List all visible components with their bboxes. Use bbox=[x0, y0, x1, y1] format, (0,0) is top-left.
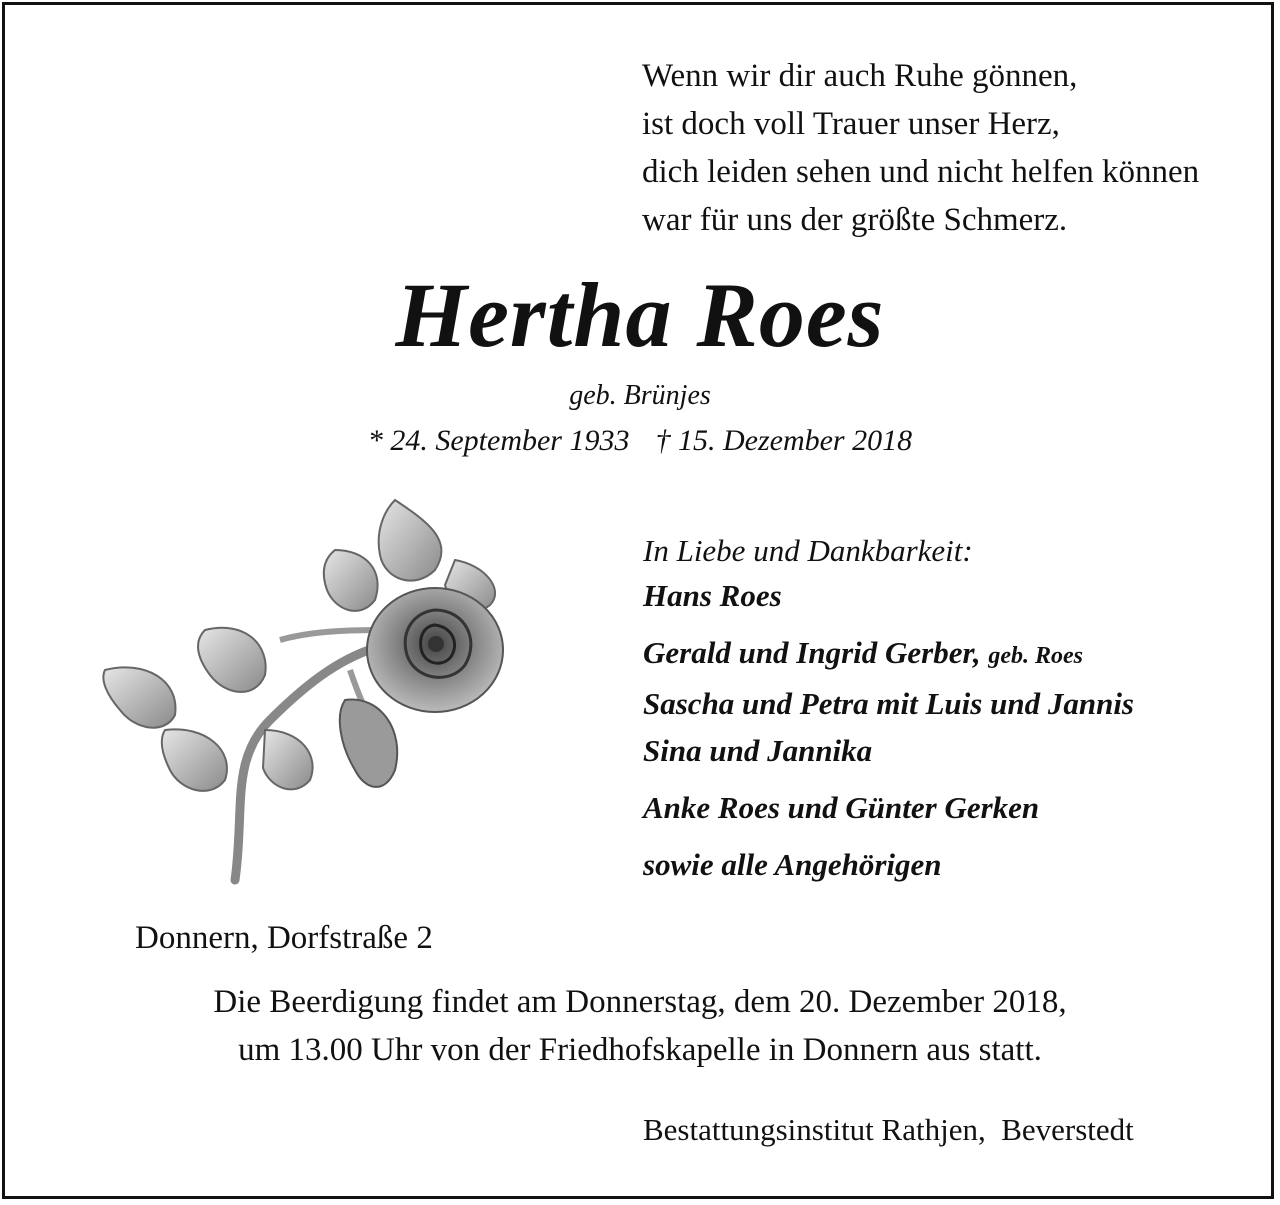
mourners-list bbox=[643, 530, 1134, 888]
poem-line: Wenn wir dir auch Ruhe gönnen, bbox=[642, 58, 1078, 94]
mourner-line: sowie alle Angehörigen bbox=[643, 847, 942, 882]
address: Donnern, Dorfstraße 2 bbox=[135, 920, 433, 956]
mourner-names: Gerald und Ingrid Gerber, bbox=[643, 635, 981, 670]
maiden-name-note: geb. Roes bbox=[988, 643, 1084, 669]
undertaker: Bestattungsinstitut Rathjen, Beverstedt bbox=[643, 1112, 1134, 1147]
poem-line: war für uns der größte Schmerz. bbox=[642, 202, 1068, 238]
funeral-line: um 13.00 Uhr von der Friedhofskapelle in Donnern aus statt. bbox=[238, 1032, 1042, 1068]
life-dates bbox=[0, 424, 1280, 458]
death-date: † 15. Dezember 2018 bbox=[655, 424, 913, 457]
poem bbox=[642, 52, 1199, 244]
poem-line: dich leiden sehen und nicht helfen können bbox=[642, 154, 1200, 190]
deceased-name: Hertha Roes bbox=[395, 264, 885, 366]
mourner-line: Anke Roes und Günter Gerken bbox=[643, 790, 1040, 825]
mourner-line: Sascha und Petra mit Luis und Jannis bbox=[643, 686, 1134, 721]
mourner-line: Sina und Jannika bbox=[643, 733, 873, 768]
funeral-details bbox=[0, 978, 1280, 1074]
mourner-line bbox=[643, 629, 1134, 680]
poem-line: ist doch voll Trauer unser Herz, bbox=[642, 106, 1060, 142]
funeral-line: Die Beerdigung findet am Donnerstag, dem 20. Dezember 2018, bbox=[213, 984, 1067, 1020]
birth-date: * 24. September 1933 bbox=[367, 424, 630, 457]
maiden-name: geb. Brünjes bbox=[569, 380, 711, 411]
mourners-intro: In Liebe und Dankbarkeit: bbox=[643, 533, 973, 568]
mourner-line: Hans Roes bbox=[643, 578, 782, 613]
rose-illustration bbox=[95, 480, 525, 900]
